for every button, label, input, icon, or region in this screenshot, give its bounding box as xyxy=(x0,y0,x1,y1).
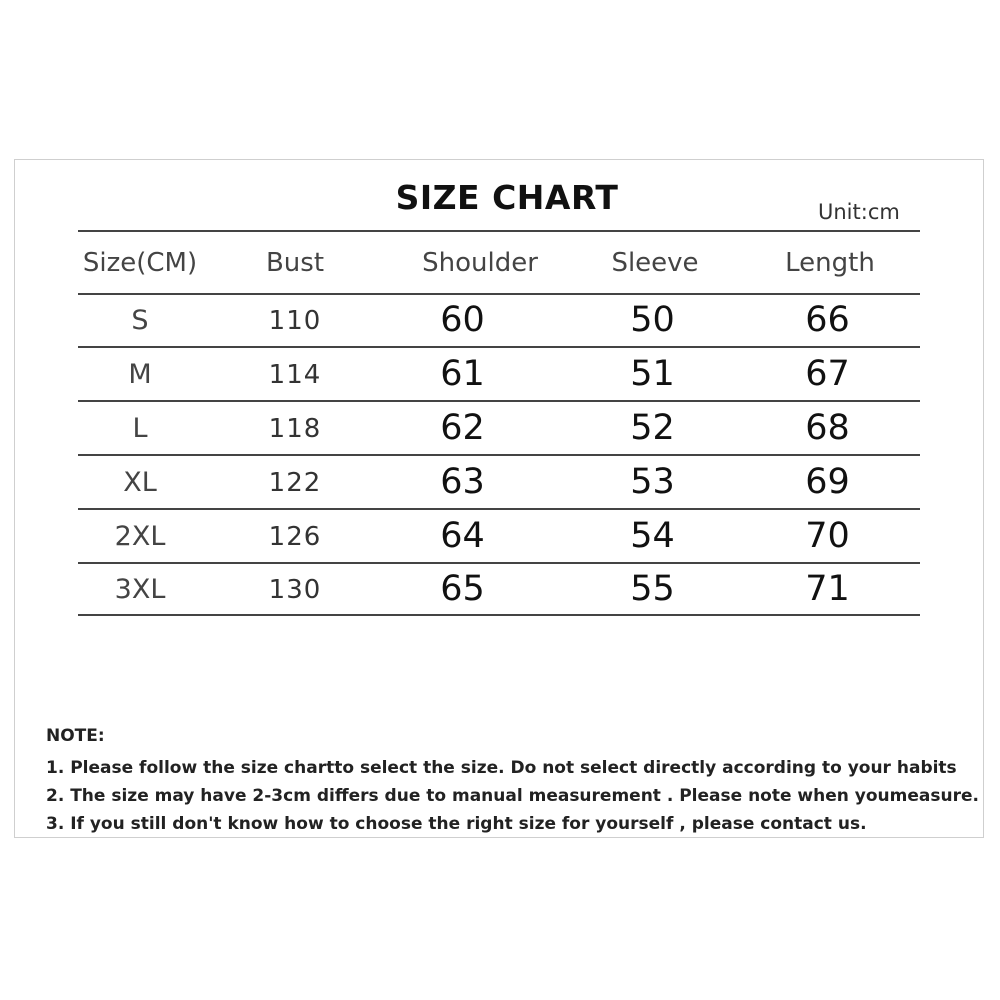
shoulder-cell: 60 xyxy=(440,300,485,340)
unit-label: Unit:cm xyxy=(818,200,900,224)
notes-block xyxy=(46,726,979,838)
sleeve-cell: 55 xyxy=(630,569,675,609)
sleeve-cell: 51 xyxy=(630,354,675,394)
note-line: 1. Please follow the size chartto select the size. Do not select directly according to your habits xyxy=(46,758,957,778)
shoulder-cell: 63 xyxy=(440,462,485,502)
sleeve-cell: 50 xyxy=(630,300,675,340)
bust-cell: 114 xyxy=(268,360,322,390)
size-cell: 2XL xyxy=(114,521,166,552)
length-cell: 71 xyxy=(805,569,850,609)
shoulder-cell: 61 xyxy=(440,354,485,394)
length-cell: 68 xyxy=(805,408,850,448)
sleeve-cell: 53 xyxy=(630,462,675,502)
sleeve-cell: 54 xyxy=(630,516,675,556)
row-divider xyxy=(78,454,920,456)
chart-title: SIZE CHART xyxy=(395,178,619,217)
header-bust: Bust xyxy=(265,248,325,278)
row-divider xyxy=(78,400,920,402)
length-cell: 69 xyxy=(805,462,850,502)
notes-heading: NOTE: xyxy=(46,726,105,746)
note-line: 3. If you still don't know how to choose the right size for yourself , please contact us. xyxy=(46,814,867,834)
shoulder-cell: 65 xyxy=(440,569,485,609)
size-cell: M xyxy=(128,359,152,390)
header-length: Length xyxy=(785,248,875,278)
header-sleeve: Sleeve xyxy=(611,248,699,278)
rule-bottom xyxy=(78,614,920,616)
header-shoulder: Shoulder xyxy=(422,248,538,278)
bust-cell: 118 xyxy=(268,414,322,444)
size-cell: 3XL xyxy=(114,574,166,605)
sleeve-cell: 52 xyxy=(630,408,675,448)
size-cell: L xyxy=(132,413,148,444)
header-size: Size(CM) xyxy=(82,248,198,278)
length-cell: 67 xyxy=(805,354,850,394)
note-line: 2. The size may have 2-3cm differs due to manual measurement . Please note when youmeasure. xyxy=(46,786,979,806)
row-divider xyxy=(78,346,920,348)
length-cell: 66 xyxy=(805,300,850,340)
row-divider xyxy=(78,562,920,564)
rule-header xyxy=(78,293,920,295)
shoulder-cell: 64 xyxy=(440,516,485,556)
row-divider xyxy=(78,508,920,510)
rule-top xyxy=(78,230,920,232)
bust-cell: 130 xyxy=(268,575,322,605)
shoulder-cell: 62 xyxy=(440,408,485,448)
bust-cell: 122 xyxy=(268,468,322,498)
length-cell: 70 xyxy=(805,516,850,556)
bust-cell: 126 xyxy=(268,522,322,552)
size-cell: XL xyxy=(123,467,157,498)
bust-cell: 110 xyxy=(268,306,322,336)
size-cell: S xyxy=(131,305,149,336)
